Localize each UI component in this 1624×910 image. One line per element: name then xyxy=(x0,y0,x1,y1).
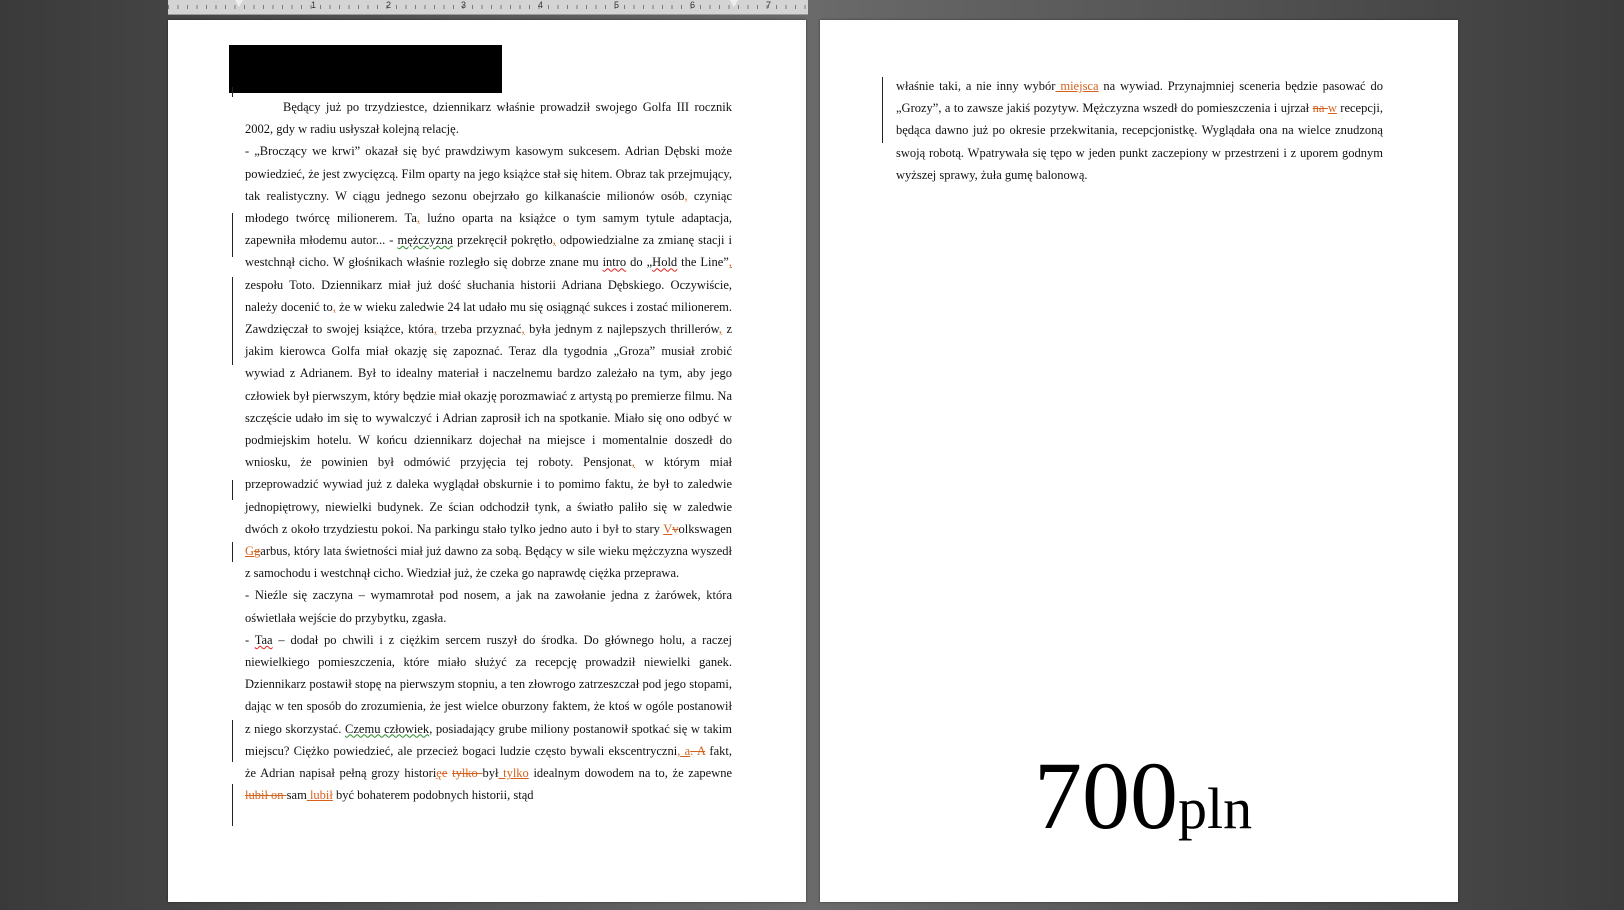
text-run: sam xyxy=(286,788,307,803)
text-run: fakt, że Adrian napisał pełną grozy histori xyxy=(245,743,732,781)
text-run: arbus, który lata świetności miał już dawno za sobą. Będący w sile wieku mężczyzna wyszedł z samochodu i westchnął cicho. Wiedział już, że czeka go naprawdę ciężka przeprawa. xyxy=(245,544,732,581)
text-run: przekręcił pokrętło xyxy=(452,233,553,248)
tracked-insertion: , a xyxy=(677,743,691,758)
text-run: , posiadający grube miliony postanowił spotkać się w takim miejscu? Ciężko powiedzieć, ale przecież bogaci ludzie często bywali ekscentryczni xyxy=(245,721,732,758)
ruler-number: 1 xyxy=(311,0,317,10)
tracked-deletion: . A xyxy=(690,743,706,758)
document-page-1[interactable] xyxy=(168,20,806,902)
text-run: zespołu Toto. Dziennikarz miał już dość słuchania historii Adriana Dębskiego. Oczywiście, należy docenić to xyxy=(245,277,732,314)
tracked-insertion: lubił xyxy=(306,788,333,803)
text-run: - „Broczący we krwi” okazał się być prawdziwym kasowym sukcesem. Adrian Dębski może powiedzieć, że jest zwycięzcą. Film oparty na jego książce stał się hitem. Obraz tak przejmujący, tak realistyczny. W ciągu jednego sezonu obejrzało go kilkanaście milionów osób xyxy=(245,144,732,203)
change-bar xyxy=(232,784,233,826)
document-page-2[interactable] xyxy=(820,20,1458,902)
ruler-number: 2 xyxy=(386,0,392,10)
text-run: luźno oparta na książce o tym samym tytule adaptacja, zapewniła młodemu autor... - xyxy=(245,211,732,248)
text-run: the Line” xyxy=(677,255,729,270)
horizontal-ruler[interactable] xyxy=(168,0,808,15)
text-run: z jakim kierowca Golfa miał okazję się zapoznać. Teraz dla tygodnia „Groza” musiał zrobić wywiad z Adrianem. Był to idealny materiał i naczelnemu bardzo zależało na tym, aby jego człowiek był pierwszym, który będzie miał okazję porozmawiać z artystą po premierze filmu. Na szczęście udało im się to wywalczyć i Adrian zaprosił ich na spotkanie. Miało się ono odbyć w podmiejskim hotelu. W końcu dziennikarz dojechał na miejsce i momentalnie doszedł do wniosku, że powinien był odmówić przyjęcia tej roboty. Pensjonat xyxy=(245,322,732,470)
text-run: na wywiad. Przynajmniej sceneria będzie pasować do „Grozy”, a to zawsze jakiś pozytyw. Mężczyzna wszedł do pomieszczenia i ujrzał xyxy=(896,79,1383,116)
text-run: w którym miał przeprowadzić wywiad już z daleka wyglądał obskurnie i to pomimo faktu, że był to zaledwie jednopiętrowy, niewielki budynek. Ze ścian odchodził tynk, a światło paliło się w zaledwie dwóch z około trzydziestu pokoi. Na parkingu stało tylko jedno auto i był to stary xyxy=(245,455,733,536)
page-2-text[interactable] xyxy=(896,75,1383,186)
grammar-error-mark: mężczyzna xyxy=(397,233,453,248)
tracked-deletion: tylko xyxy=(452,766,483,781)
tracked-insertion: V xyxy=(663,521,673,536)
tracked-insertion: tylko xyxy=(498,766,529,781)
tracked-insertion: w xyxy=(1327,101,1337,116)
text-run: być bohaterem podobnych historii, stąd xyxy=(332,788,534,803)
text-run: Będący już po trzydziestce, dziennikarz właśnie prowadził swojego Golfa III rocznik 2002, gdy w radiu usłyszał kolejną relację. xyxy=(245,100,732,137)
text-run: - xyxy=(245,632,255,647)
text-run: trzeba przyznać xyxy=(436,322,522,337)
spelling-error-mark: Taa xyxy=(254,632,273,647)
tracked-insertion: miejsca xyxy=(1055,79,1099,93)
change-bar xyxy=(232,720,233,762)
grammar-error-mark: Czemu człowiek xyxy=(345,721,430,736)
text-run: - Nieźle się zaczyna – wymamrotał pod nosem, a jak na zawołanie jedna z żarówek, która oświetlała wejście do przybytku, zgasła. xyxy=(245,588,732,625)
text-run: olkswagen xyxy=(678,521,732,536)
page-1-text[interactable] xyxy=(245,96,732,807)
text-run: był xyxy=(482,766,499,781)
tracked-insertion: , xyxy=(631,455,635,470)
redaction-block xyxy=(229,45,502,93)
tracked-insertion: , xyxy=(684,188,688,203)
paragraph xyxy=(245,96,732,140)
text-run: odpowiedzialne za zmianę stacji i westchnął cicho. W głośnikach właśnie rozległo się dobrze znane mu xyxy=(245,233,732,270)
ruler-number: 5 xyxy=(614,0,620,10)
tracked-insertion: ę xyxy=(436,766,442,781)
tracked-insertion: , xyxy=(521,322,525,337)
spelling-error-mark: intro xyxy=(602,255,627,270)
ruler-number: 6 xyxy=(690,0,696,10)
text-run: że w wieku zaledwie 24 lat udało mu się osiągnąć sukces i zostać milionerem. Zawdzięczał to swojej książce, która xyxy=(245,299,732,337)
text-run: właśnie taki, a nie inny wybór xyxy=(896,79,1056,93)
tracked-deletion: v xyxy=(672,521,679,536)
tracked-insertion: , xyxy=(433,322,437,337)
text-run: czyniąc młodego twórcę milionerem. Ta xyxy=(245,188,732,226)
tracked-insertion: , xyxy=(718,322,722,337)
price-amount: 700 xyxy=(1034,742,1178,849)
paragraph xyxy=(245,140,732,584)
tracked-insertion: G xyxy=(245,544,255,559)
tracked-insertion: , xyxy=(332,299,336,314)
text-run: do „ xyxy=(626,255,653,270)
ruler-number: 3 xyxy=(461,0,467,10)
paragraph xyxy=(245,584,732,628)
paragraph xyxy=(245,629,732,807)
change-bar xyxy=(882,77,883,143)
text-run: idealnym dowodem na to, że zapewne xyxy=(528,766,733,781)
spelling-error-mark: Hold xyxy=(652,255,678,270)
price-currency: pln xyxy=(1178,776,1253,841)
price-label xyxy=(1034,742,1253,849)
left-indent-marker[interactable] xyxy=(235,0,243,7)
paragraph xyxy=(896,75,1383,186)
tracked-insertion: , xyxy=(416,211,420,226)
right-indent-marker[interactable] xyxy=(730,0,738,7)
change-bar xyxy=(232,480,233,500)
change-bar xyxy=(232,277,233,365)
tracked-deletion: e xyxy=(441,766,448,781)
text-run: – dodał po chwili i z ciężkim sercem ruszył do środka. Do głównego holu, a raczej niewielkiego pomieszczenia, które miało służyć za recepcję prowadził niewielki ganek. Dziennikarz postawił stopę na pierwszym stopniu, a ten złowrogo zatrzeszczał pod jego stopami, dając w ten sposób do zrozumienia, że jest wielce oburzony faktem, że ktoś w ogóle postanowił z niego skorzystać. xyxy=(245,632,733,736)
tracked-deletion: lubił on xyxy=(245,788,287,803)
ruler-number: 7 xyxy=(766,0,772,10)
tracked-deletion: na xyxy=(1312,101,1328,116)
change-bar xyxy=(232,213,233,257)
tracked-insertion: , xyxy=(552,233,556,248)
text-run: recepcji, będąca dawno już po okresie przekwitania, recepcjonistkę. Wyglądała ona na wielce znudzoną swoją robotą. Wpatrywała się tępo w jeden punkt zaczepiony w przestrzeni i z uporem godnym wyższej sprawy, żuła gumę balonową. xyxy=(896,101,1383,182)
tracked-deletion: g xyxy=(254,544,261,559)
text-run: była jednym z najlepszych thrillerów xyxy=(524,322,719,337)
ruler-number: 4 xyxy=(538,0,544,10)
tracked-insertion: , xyxy=(728,255,732,270)
change-bar xyxy=(232,87,233,97)
change-bar xyxy=(232,542,233,562)
